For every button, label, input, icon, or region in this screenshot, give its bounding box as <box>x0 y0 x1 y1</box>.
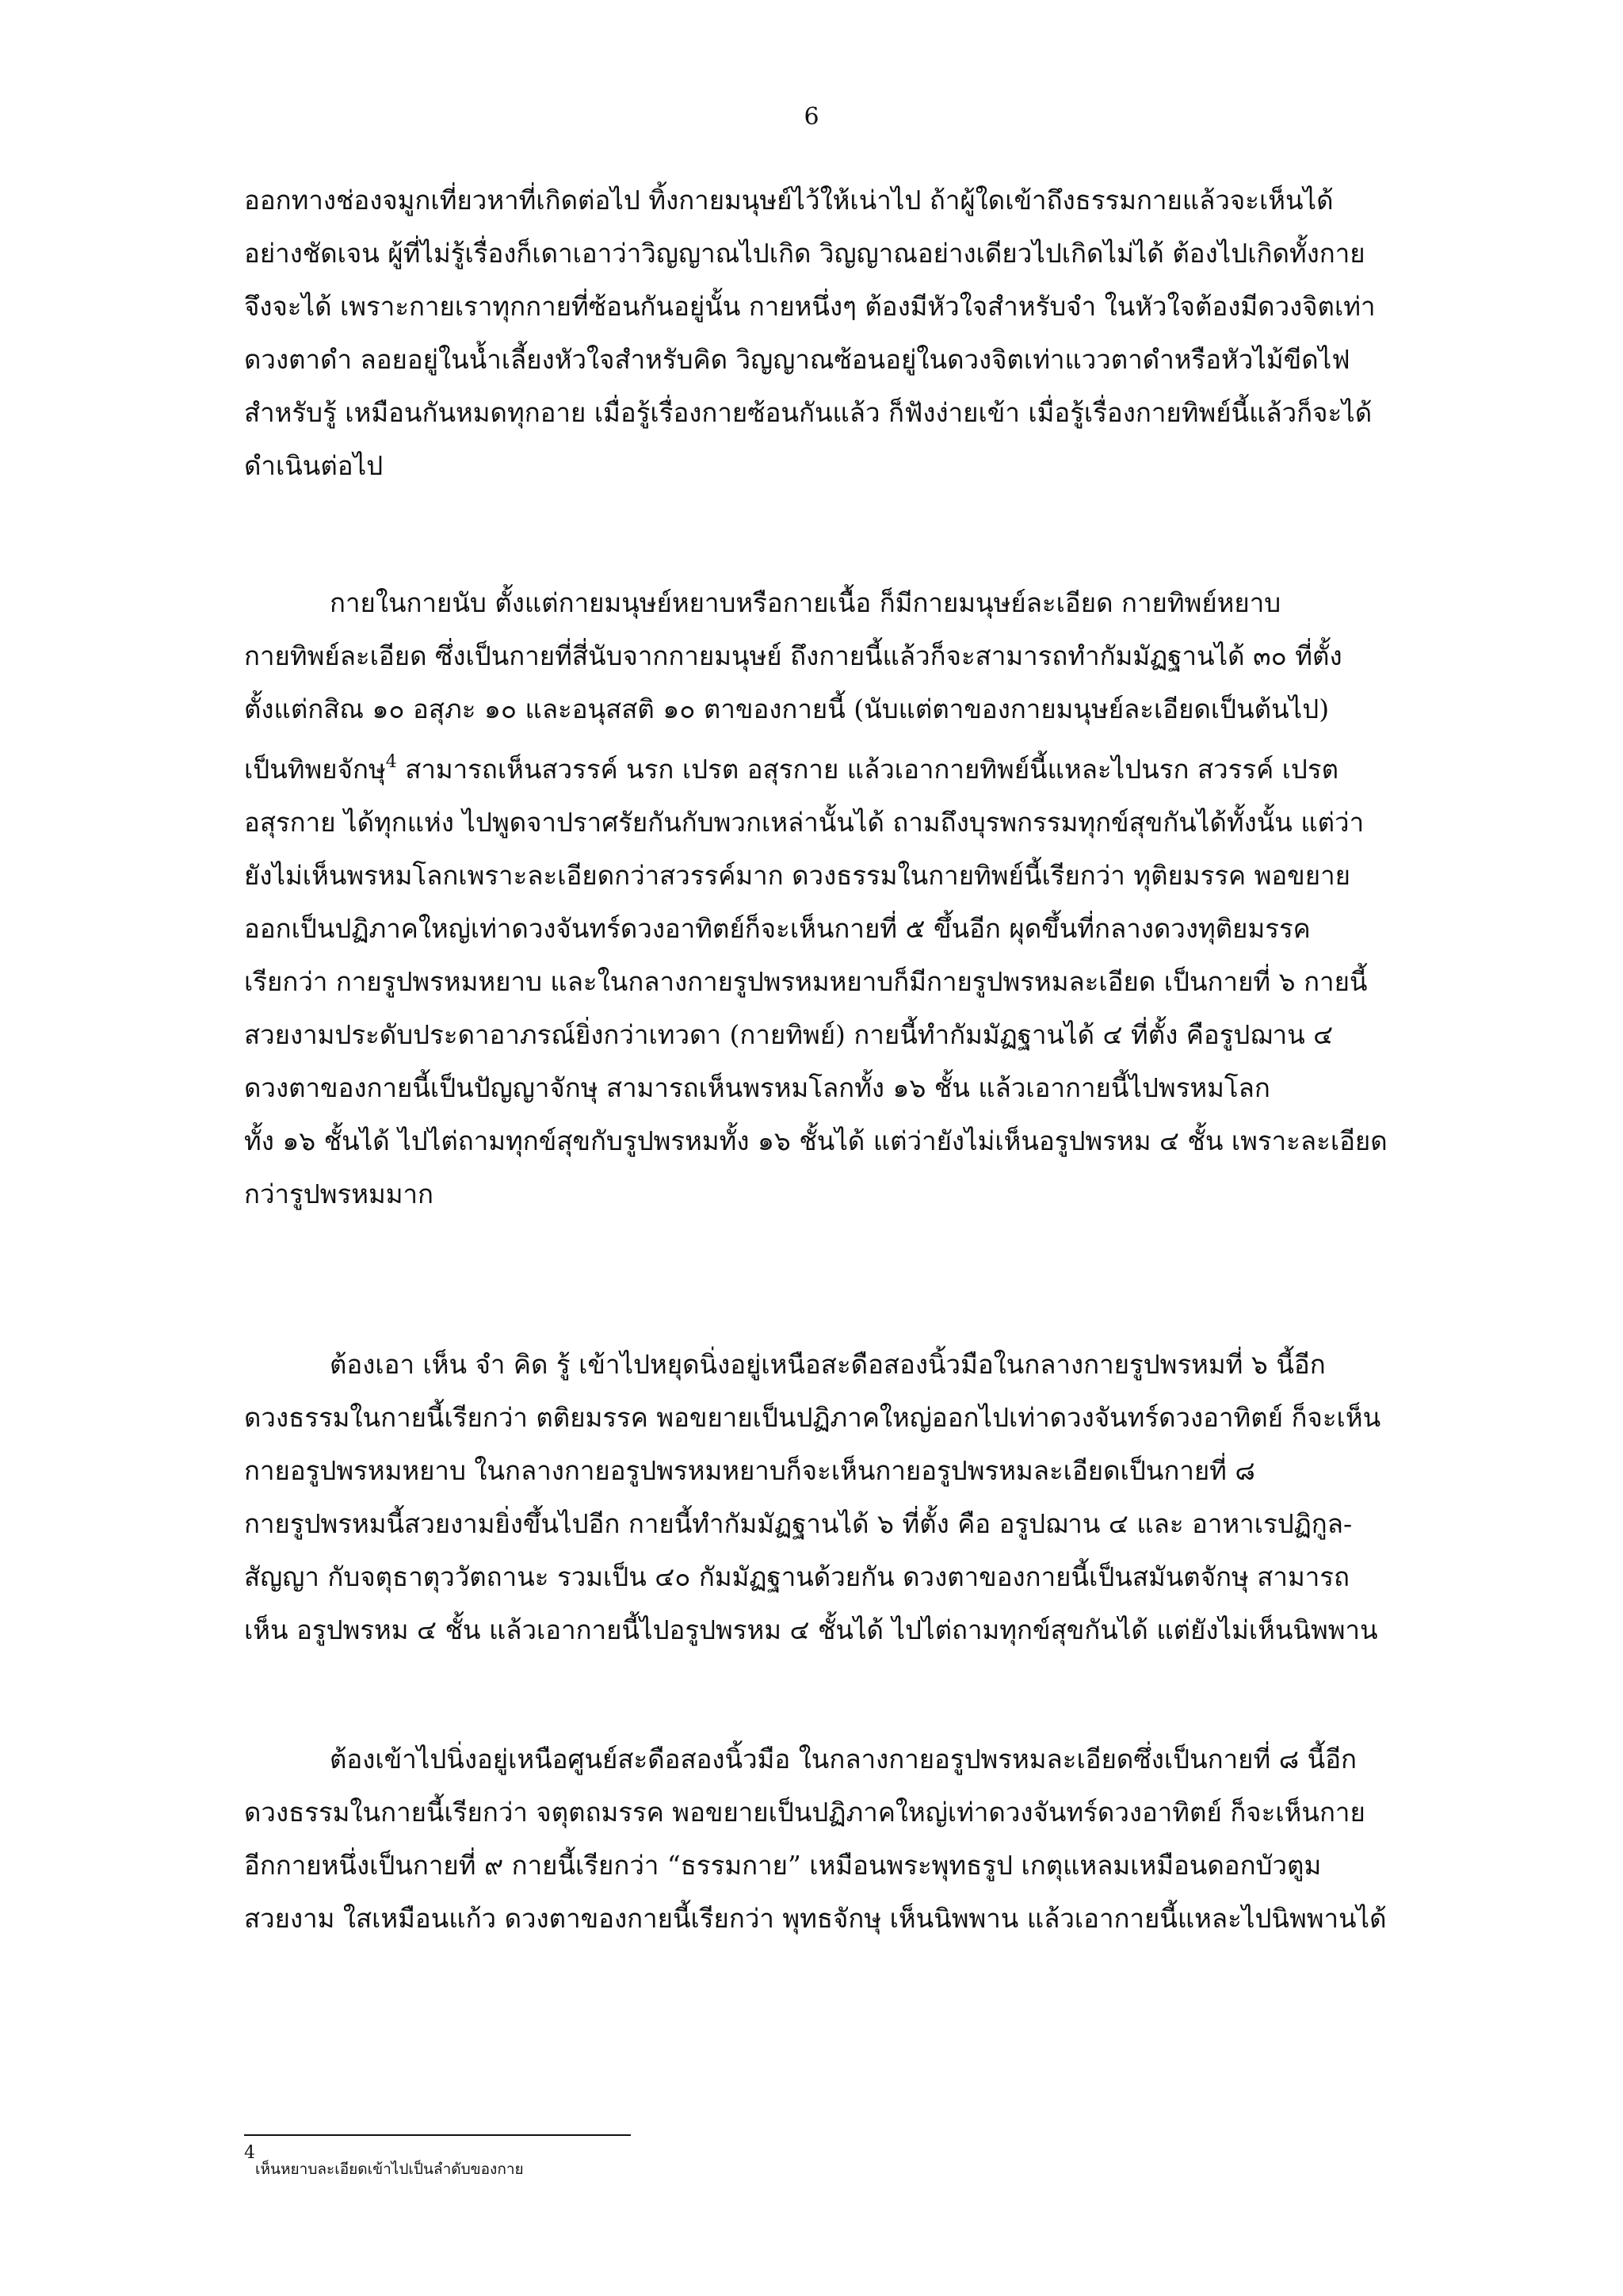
text-line: ออกทางช่องจมูกเที่ยวหาที่เกิดต่อไป ทิ้งกายมนุษย์ไว้ให้เน่าไป ถ้าผู้ใดเข้าถึงธรรมกายแล้วจะเห็นได้ <box>244 185 1334 216</box>
footnote-divider <box>244 2134 631 2136</box>
text-line: กว่ารูปพรหมมาก <box>244 1179 433 1209</box>
text-line: สวยงามประดับประดาอาภรณ์ยิ่งกว่าเทวดา (กายทิพย์) กายนี้ทำกัมมัฏฐานได้ ๔ ที่ตั้ง คือรูปฌาน ๔ <box>244 1019 1334 1050</box>
text-line: กายในกายนับ ตั้งแต่กายมนุษย์หยาบหรือกายเนื้อ ก็มีกายมนุษย์ละเอียด กายทิพย์หยาบ <box>330 587 1281 618</box>
text-line: กายทิพย์ละเอียด ซึ่งเป็นกายที่สี่นับจากกายมนุษย์ ถึงกายนี้แล้วก็จะสามารถทำกัมมัฏฐานได้ ๓๐ ที่ตั้ง <box>244 640 1342 671</box>
paragraph-4 <box>244 1733 1457 1945</box>
text-line: เห็น อรูปพรหม ๔ ชั้น แล้วเอากายนี้ไปอรูปพรหม ๔ ชั้นได้ ไปไต่ถามทุกข์สุขกันได้ แต่ยังไม่เห็นนิพพาน <box>244 1614 1378 1645</box>
text-line: สัญญา กับจตุธาตุววัตถานะ รวมเป็น ๔๐ กัมมัฏฐานด้วยกัน ดวงตาของกายนี้เป็นสมันตจักษุ สามารถ <box>244 1561 1350 1592</box>
paragraph-3 <box>244 1338 1457 1656</box>
paragraph-2 <box>244 576 1457 1221</box>
text-line: สำหรับรู้ เหมือนกันหมดทุกอาย เมื่อรู้เรื่องกายซ้อนกันแล้ว ก็ฟังง่ายเข้า เมื่อรู้เรื่องกายทิพย์นี้แล้วก็จะได้ <box>244 397 1373 428</box>
text-line: กายอรูปพรหมหยาบ ในกลางกายอรูปพรหมหยาบก็จะเห็นกายอรูปพรหมละเอียดเป็นกายที่ ๘ <box>244 1455 1255 1486</box>
text-line: อย่างชัดเจน ผู้ที่ไม่รู้เรื่องก็เดาเอาว่าวิญญาณไปเกิด วิญญาณอย่างเดียวไปเกิดไม่ได้ ต้องไปเกิดทั้งกาย <box>244 238 1365 269</box>
text-segment: สามารถเห็นสวรรค์ นรก เปรต อสุรกาย แล้วเอากายทิพย์นี้แหละไปนรก สวรรค์ เปรต <box>396 754 1339 785</box>
text-line: อสุรกาย ได้ทุกแห่ง ไปพูดจาปราศรัยกันกับพวกเหล่านั้นได้ ถามถึงบุรพกรรมทุกข์สุขกันได้ทั้งนั้น แต่ว่า <box>244 807 1365 838</box>
text-line: ทั้ง ๑๖ ชั้นได้ ไปไต่ถามทุกข์สุขกับรูปพรหมทั้ง ๑๖ ชั้นได้ แต่ว่ายังไม่เห็นอรูปพรหม ๔ ชั้น เพราะละเอียด <box>244 1125 1388 1156</box>
text-line: ยังไม่เห็นพรหมโลกเพราะละเอียดกว่าสวรรค์มาก ดวงธรรมในกายทิพย์นี้เรียกว่า ทุติยมรรค พอขยาย <box>244 860 1350 891</box>
text-line: ดวงธรรมในกายนี้เรียกว่า จตุตถมรรค พอขยายเป็นปฏิภาคใหญ่เท่าดวงจันทร์ดวงอาทิตย์ ก็จะเห็นกาย <box>244 1797 1365 1828</box>
footnote-reference[interactable]: 4 <box>385 752 397 772</box>
text-line: ต้องเข้าไปนิ่งอยู่เหนือศูนย์สะดือสองนิ้วมือ ในกลางกายอรูปพรหมละเอียดซึ่งเป็นกายที่ ๘ นี้อีก <box>330 1744 1358 1775</box>
text-line: ออกเป็นปฏิภาคใหญ่เท่าดวงจันทร์ดวงอาทิตย์ก็จะเห็นกายที่ ๕ ขึ้นอีก ผุดขึ้นที่กลางดวงทุติยมรรค <box>244 913 1311 944</box>
text-line: เรียกว่า กายรูปพรหมหยาบ และในกลางกายรูปพรหมหยาบก็มีกายรูปพรหมละเอียด เป็นกายที่ ๖ กายนี้ <box>244 966 1368 997</box>
footnote-text: เห็นหยาบละเอียดเข้าไปเป็นลำดับของกาย <box>255 2160 524 2178</box>
paragraph-1 <box>244 174 1457 492</box>
text-line: ตั้งแต่กสิณ ๑๐ อสุภะ ๑๐ และอนุสสติ ๑๐ ตาของกายนี้ (นับแต่ตาของกายมนุษย์ละเอียดเป็นต้นไป) <box>244 693 1330 724</box>
text-line: ดวงธรรมในกายนี้เรียกว่า ตติยมรรค พอขยายเป็นปฏิภาคใหญ่ออกไปเท่าดวงจันทร์ดวงอาทิตย์ ก็จะเห็น <box>244 1402 1381 1433</box>
text-line: ดวงตาของกายนี้เป็นปัญญาจักษุ สามารถเห็นพรหมโลกทั้ง ๑๖ ชั้น แล้วเอากายนี้ไปพรหมโลก <box>244 1072 1270 1103</box>
text-segment: เป็นทิพยจักษุ <box>244 754 386 785</box>
text-line: ดวงตาดำ ลอยอยู่ในน้ำเลี้ยงหัวใจสำหรับคิด วิญญาณซ้อนอยู่ในดวงจิตเท่าแววตาดำหรือหัวไม้ขีดไฟ <box>244 344 1350 375</box>
text-line-with-footnote-ref <box>244 735 1457 796</box>
footnote-mark: 4 <box>244 2143 255 2163</box>
text-line: ดำเนินต่อไป <box>244 450 384 481</box>
page-number: 6 <box>804 103 819 131</box>
text-line: สวยงาม ใสเหมือนแก้ว ดวงตาของกายนี้เรียกว่า พุทธจักษุ เห็นนิพพาน แล้วเอากายนี้แหละไปนิพพานได้ <box>244 1903 1387 1934</box>
text-line: อีกกายหนึ่งเป็นกายที่ ๙ กายนี้เรียกว่า “ธรรมกาย” เหมือนพระพุทธรูป เกตุแหลมเหมือนดอกบัวตูม <box>244 1850 1322 1881</box>
text-line: ต้องเอา เห็น จำ คิด รู้ เข้าไปหยุดนิ่งอยู่เหนือสะดือสองนิ้วมือในกลางกายรูปพรหมที่ ๖ นี้อีก <box>330 1349 1326 1380</box>
text-line: จึงจะได้ เพราะกายเราทุกกายที่ซ้อนกันอยู่นั้น กายหนึ่งๆ ต้องมีหัวใจสำหรับจำ ในหัวใจต้องมีดวงจิตเท่า <box>244 291 1376 322</box>
text-line: กายรูปพรหมนี้สวยงามยิ่งขึ้นไปอีก กายนี้ทำกัมมัฏฐานได้ ๖ ที่ตั้ง คือ อรูปฌาน ๔ และ อาหาเรปฏิกูล- <box>244 1508 1353 1539</box>
